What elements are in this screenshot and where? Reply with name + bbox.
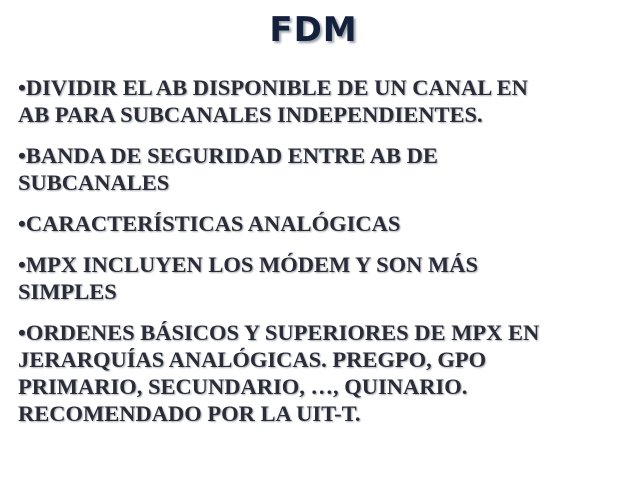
bullet-line: •ORDENES BÁSICOS Y SUPERIORES DE MPX EN [18,320,540,345]
bullet-line: RECOMENDADO POR LA UIT-T. [18,401,361,426]
bullet-item [18,251,618,305]
bullet-line: PRIMARIO, SECUNDARIO, …, QUINARIO. [18,374,468,399]
bullet-item [18,319,618,427]
bullet-line: •CARACTERÍSTICAS ANALÓGICAS [18,211,401,236]
bullet-line: •DIVIDIR EL AB DISPONIBLE DE UN CANAL EN [18,75,528,100]
bullet-item [18,142,618,196]
bullet-list [18,74,618,441]
bullet-item [18,74,618,128]
bullet-item [18,210,618,237]
bullet-line: •MPX INCLUYEN LOS MÓDEM Y SON MÁS [18,252,478,277]
bullet-line: SUBCANALES [18,170,170,195]
bullet-line: SIMPLES [18,279,117,304]
slide-title: FDM [269,10,358,50]
bullet-line: AB PARA SUBCANALES INDEPENDIENTES. [18,102,483,127]
bullet-line: JERARQUÍAS ANALÓGICAS. PREGPO, GPO [18,347,487,372]
bullet-line: •BANDA DE SEGURIDAD ENTRE AB DE [18,143,438,168]
